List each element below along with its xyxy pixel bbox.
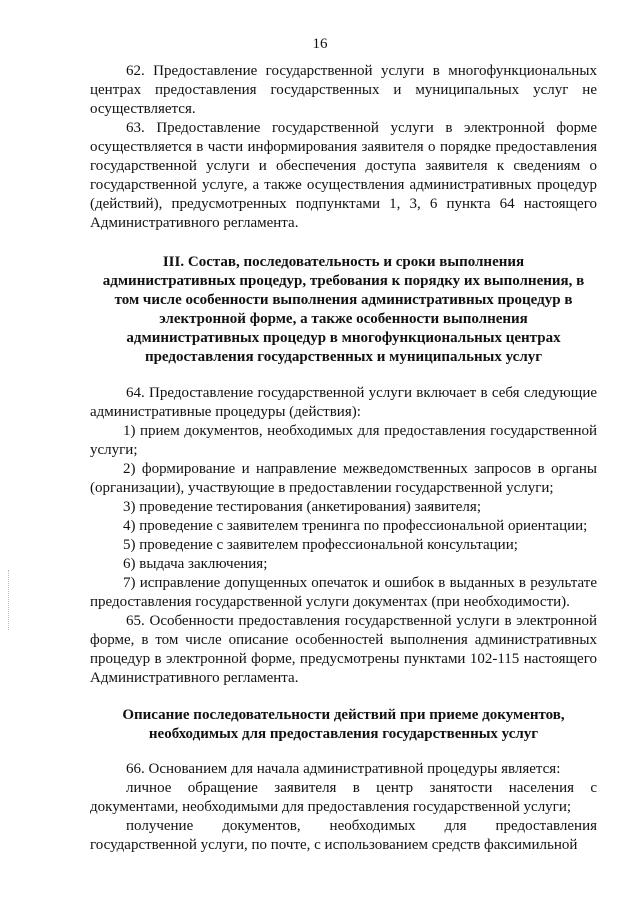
document-body — [90, 62, 597, 855]
list-item: 2) формирование и направление межведомственных запросов в органы (организации), участвующие в предоставлении государственной услуги; — [90, 461, 597, 496]
paragraph-64-intro: 64. Предоставление государственной услуги включает в себя следующие административные процедуры (действия): — [90, 385, 597, 420]
paragraph-66-item: личное обращение заявителя в центр занятости населения с документами, необходимыми для предоставления государственной услуги; — [90, 780, 597, 815]
subsection-heading: Описание последовательности действий при приеме документов, необходимых для предоставления государственных услуг — [122, 707, 565, 742]
list-item: 7) исправление допущенных опечаток и ошибок в выданных в результате предоставления государственной услуги документах (при необходимости). — [90, 575, 597, 610]
list-item: 3) проведение тестирования (анкетирования) заявителя; — [123, 499, 481, 515]
paragraph-63: 63. Предоставление государственной услуги в электронной форме осуществляется в части информирования заявителя о порядке предоставления государственной услуги и обеспечения доступа заявителя к сведениям о государственной услуге, а также осуществления административных процедур (действий), предусмотренных подпунктами 1, 3, 6 пункта 64 настоящего Административного регламента. — [90, 120, 597, 231]
paragraph-62: 62. Предоставление государственной услуги в многофункциональных центрах предоставления государственных и муниципальных услуг не осуществляется. — [90, 63, 597, 117]
paragraph-66: 66. Основанием для начала административной процедуры является: — [126, 761, 561, 777]
list-item: 6) выдача заключения; — [123, 556, 268, 572]
paragraph-65: 65. Особенности предоставления государственной услуги в электронной форме, в том числе описание особенностей выполнения административных процедур в электронной форме, предусмотрены пунктами 102-115 настоящего Административного регламента. — [90, 613, 597, 686]
scan-artifact — [8, 570, 11, 630]
list-item: 5) проведение с заявителем профессиональной консультации; — [123, 537, 518, 553]
paragraph-66-item: получение документов, необходимых для предоставления государственной услуги, по почте, с использованием средств факсимильной — [90, 818, 597, 853]
page-number: 16 — [312, 36, 328, 52]
list-item: 1) прием документов, необходимых для предоставления государственной услуги; — [90, 423, 597, 458]
list-item: 4) проведение с заявителем тренинга по профессиональной ориентации; — [123, 518, 588, 534]
section-heading: III. Состав, последовательность и сроки выполнения административных процедур, требования к порядку их выполнения, в том числе особенности выполнения административных процедур в электронной форме, а также особенности выполнения административных процедур в многофункциональных центрах предоставления государственных и муниципальных услуг — [102, 254, 585, 365]
